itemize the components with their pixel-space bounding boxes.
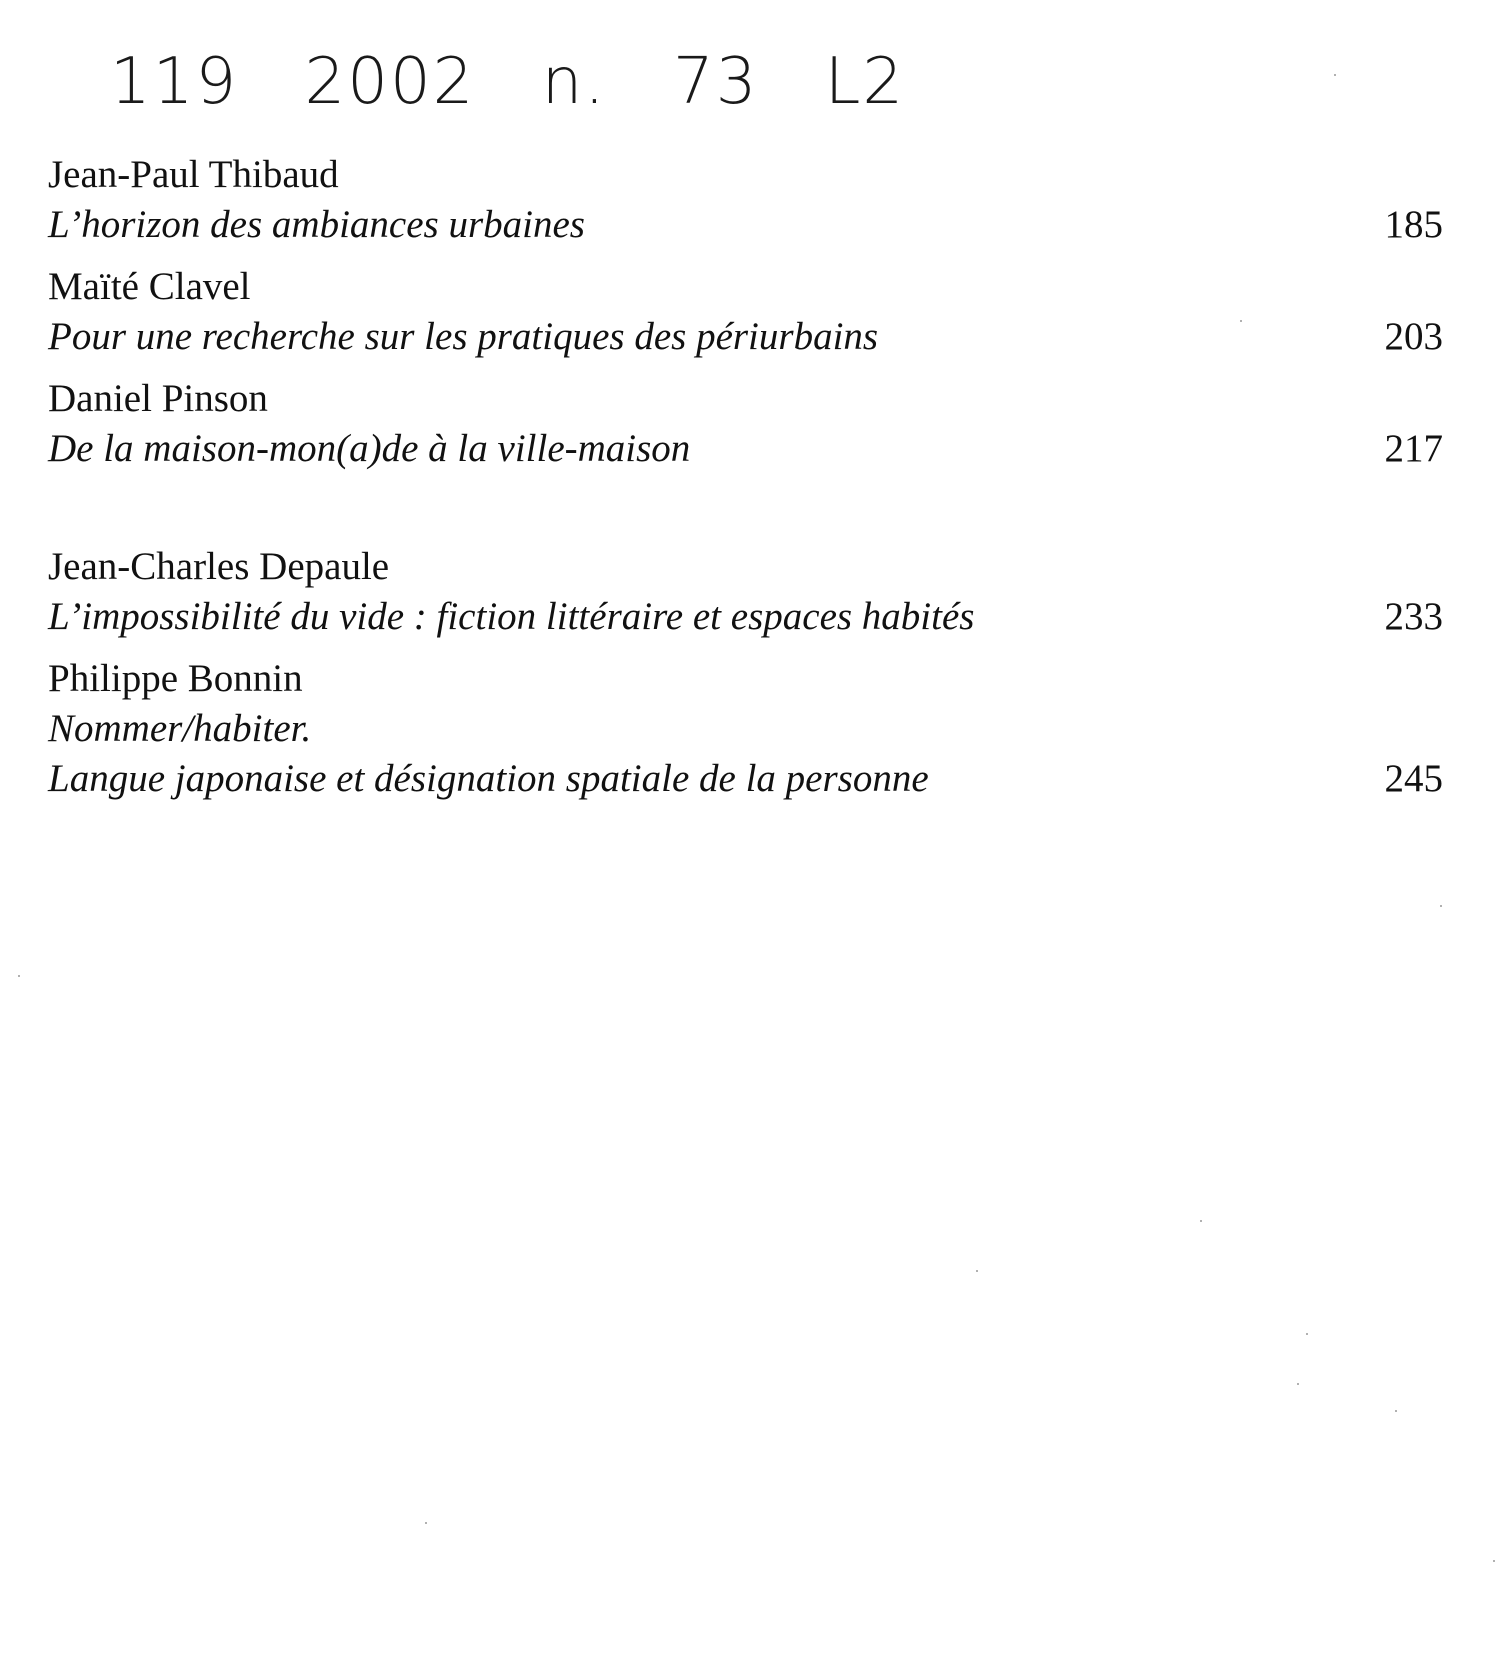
toc-entry — [48, 542, 1443, 642]
table-of-contents — [48, 150, 1443, 804]
scan-speck — [976, 1270, 978, 1272]
entry-page-number: 245 — [1384, 757, 1443, 800]
scan-speck — [1334, 74, 1336, 76]
scan-speck — [1395, 1410, 1397, 1412]
scan-speck — [1200, 1220, 1202, 1222]
entry-title: L’horizon des ambiances urbaines — [48, 203, 585, 246]
scan-speck — [1240, 320, 1242, 322]
entry-author: Jean-Paul Thibaud — [48, 153, 339, 196]
toc-entry — [48, 654, 1443, 804]
entry-title: De la maison-mon(a)de à la ville-maison — [48, 427, 691, 470]
scan-speck — [1440, 905, 1442, 907]
handwritten-call-number: 119 2002 n. 73 L2 — [110, 45, 906, 119]
toc-entry — [48, 374, 1443, 474]
scan-speck — [1297, 1383, 1299, 1385]
entry-page-number: 203 — [1384, 315, 1443, 358]
entry-page-number: 217 — [1384, 427, 1443, 470]
entry-author: Daniel Pinson — [48, 377, 268, 420]
entry-title: L’impossibilité du vide : fiction littéraire et espaces habités — [48, 595, 975, 638]
entry-title: Pour une recherche sur les pratiques des périurbains — [48, 315, 879, 358]
scan-speck — [1306, 1333, 1308, 1335]
entry-page-number: 185 — [1384, 203, 1443, 246]
entry-title-line-1: Nommer/habiter. — [48, 707, 312, 750]
entry-author: Philippe Bonnin — [48, 657, 303, 700]
toc-entry — [48, 262, 1443, 362]
entry-author: Jean-Charles Depaule — [48, 545, 390, 588]
toc-entry — [48, 150, 1443, 250]
scan-speck — [425, 1522, 427, 1524]
scan-speck — [18, 975, 20, 977]
scan-speck — [1493, 1560, 1495, 1562]
entry-title-line-2: Langue japonaise et désignation spatiale de la personne — [48, 757, 929, 800]
entry-author: Maïté Clavel — [48, 265, 251, 308]
entry-page-number: 233 — [1384, 595, 1443, 638]
